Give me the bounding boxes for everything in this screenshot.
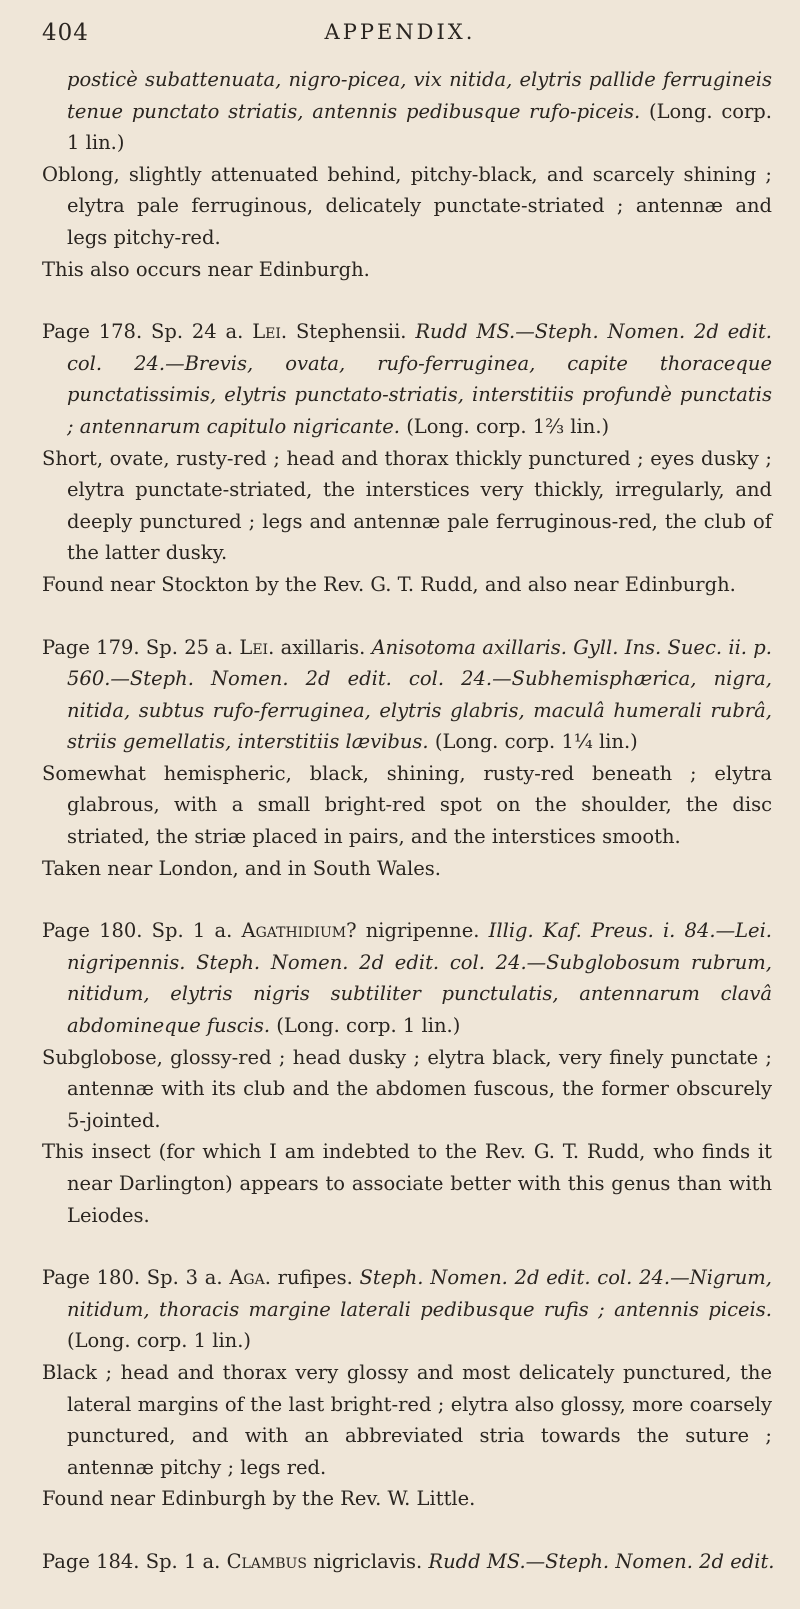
page-number: 404 bbox=[42, 20, 89, 46]
species-name: nigripenne. bbox=[365, 919, 480, 943]
species-name: nigriclavis. bbox=[313, 1549, 423, 1573]
species-name: rufipes. bbox=[277, 1266, 353, 1290]
entry-stephensii bbox=[42, 316, 772, 600]
entry-reference: Page 179. Sp. 25 a. bbox=[42, 635, 234, 659]
entry-rufipes bbox=[42, 1262, 772, 1515]
body-size: (Long. corp. 1¼ lin.) bbox=[434, 730, 638, 754]
latin-diagnosis: Illig. Kaf. Preus. i. 84.—Lei. nigripennis. Steph. Nomen. 2d edit. col. 24.—Subglobosum rubrum, nitidum, elytris nigris subtiliter punctulatis, antennarum clavâ abdomineque fuscis. bbox=[67, 919, 772, 1038]
running-title: APPENDIX. bbox=[324, 20, 476, 44]
page-body bbox=[42, 64, 775, 1609]
entry-reference: Page 178. Sp. 24 a. bbox=[42, 320, 244, 344]
entry-reference: Page 180. Sp. 3 a. bbox=[42, 1266, 223, 1290]
species-name: axillaris. bbox=[280, 635, 366, 659]
entry-reference: Page 184. Sp. 1 a. bbox=[42, 1549, 221, 1573]
entry-heading bbox=[42, 915, 772, 1041]
genus-name: Clambus bbox=[226, 1549, 307, 1573]
body-size: (Long. corp. 1 lin.) bbox=[276, 1014, 461, 1038]
latin-diagnosis: Rudd MS.—Steph. Nomen. 2d edit. bbox=[428, 1549, 775, 1573]
latin-diagnosis: Steph. Nomen. 2d edit. col. 24.—Nigrum, nitidum, thoracis margine laterali pedibusque rufis ; antennis piceis. bbox=[67, 1266, 772, 1321]
latin-diagnosis: Anisotoma axillaris. Gyll. Ins. Suec. ii. p. 560.—Steph. Nomen. 2d edit. col. 24.—Subhemisphærica, nigra, nitida, subtus rufo-ferruginea, elytris glabris, maculâ humerali rubrâ, striis gemellatis, interstitiis lævibus. bbox=[67, 635, 772, 754]
body-size: (Long. corp. 1 lin.) bbox=[67, 99, 772, 155]
entry-reference: Page 180. Sp. 1 a. bbox=[42, 919, 233, 943]
entry-locality: Found near Stockton by the Rev. G. T. Rudd, and also near Edinburgh. bbox=[42, 572, 736, 596]
genus-name: Aga. bbox=[229, 1266, 271, 1290]
entry-description: Somewhat hemispheric, black, shining, rusty-red beneath ; elytra glabrous, with a small bright-red spot on the shoulder, the disc striated, the striæ placed in pairs, and the interstices smooth. bbox=[42, 761, 772, 849]
entry-description: Black ; head and thorax very glossy and most delicately punctured, the lateral margins of the last bright-red ; elytra also glossy, more coarsely punctured, and with an abbreviated stria towards the suture ; antennæ pitchy ; legs red. bbox=[42, 1360, 772, 1479]
genus-name: Lei. bbox=[239, 635, 275, 659]
species-name: Stephensii. bbox=[295, 320, 407, 344]
entry-nigriclavis bbox=[42, 1546, 775, 1578]
entry-diagnosis bbox=[42, 64, 772, 159]
latin-diagnosis: Rudd MS.—Steph. Nomen. 2d edit. col. 24.—Brevis, ovata, rufo-ferruginea, capite thoraceque punctatissimis, elytris punctato-striatis, interstitiis profundè punctatis ; antennarum capitulo nigricante. bbox=[67, 320, 772, 438]
latin-diagnosis: posticè subattenuata, nigro-picea, vix nitida, elytris pallide ferrugineis tenue punctato striatis, antennis pedibusque rufo-piceis. bbox=[67, 68, 772, 123]
entry-axillaris bbox=[42, 632, 772, 885]
entry-locality: Found near Edinburgh by the Rev. W. Little. bbox=[42, 1487, 476, 1511]
entry-nigripenne bbox=[42, 915, 772, 1231]
entry-description: Subglobose, glossy-red ; head dusky ; elytra black, very finely punctate ; antennæ with its club and the abdomen fuscous, the former obscurely 5-jointed. bbox=[42, 1045, 772, 1132]
entry-description: Oblong, slightly attenuated behind, pitchy-black, and scarcely shining ; elytra pale ferruginous, delicately punctate-striated ; antennæ and legs pitchy-red. bbox=[42, 162, 772, 249]
genus-name: Agathidium? bbox=[241, 919, 357, 943]
entry-locality: This insect (for which I am indebted to the Rev. G. T. Rudd, who finds it near Darlington) appears to associate better with this genus than with Leiodes. bbox=[42, 1140, 772, 1227]
entry-heading bbox=[42, 1262, 772, 1357]
entry-continued bbox=[42, 64, 772, 285]
body-size: (Long. corp. 1⅔ lin.) bbox=[406, 414, 610, 438]
entry-locality: This also occurs near Edinburgh. bbox=[42, 257, 370, 281]
entry-locality: Taken near London, and in South Wales. bbox=[42, 856, 441, 880]
entry-description: Short, ovate, rusty-red ; head and thorax thickly punctured ; eyes dusky ; elytra punctate-striated, the interstices very thickly, irregularly, and deeply punctured ; legs and antennæ pale ferruginous-red, the club of the latter dusky. bbox=[42, 446, 772, 565]
body-size: (Long. corp. 1 lin.) bbox=[67, 1329, 252, 1353]
page-header bbox=[0, 20, 800, 54]
entry-heading bbox=[42, 316, 772, 442]
entry-heading bbox=[42, 632, 772, 758]
genus-name: Lei. bbox=[252, 320, 288, 344]
entry-heading bbox=[42, 1546, 775, 1578]
